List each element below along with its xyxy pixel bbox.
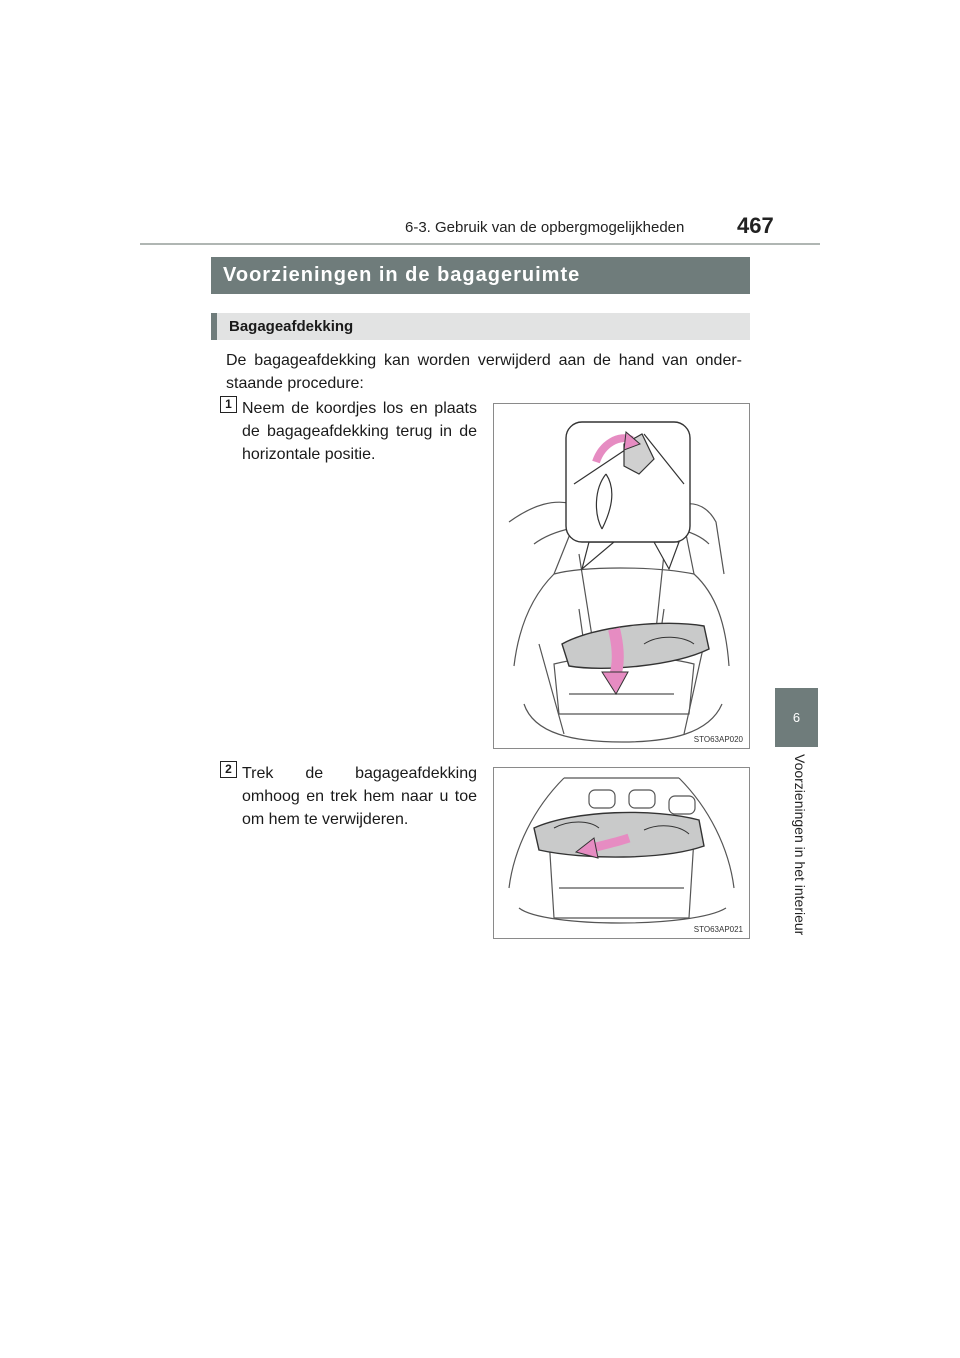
subsection-title: Bagageafdekking [211,313,750,340]
hatchback-open-illustration [494,404,749,748]
step-1-text: Neem de koordjes los en plaats de bagageafdekking terug in de horizontale positie. [242,400,477,463]
figure-1-code: STO63AP020 [693,735,743,744]
figure-step-2 [493,767,750,939]
figure-2-code: STO63AP021 [693,925,743,934]
section-title: Voorzieningen in de bagageruimte [211,257,750,294]
intro-paragraph: De bagageafdekking kan worden verwijderd aan de hand van onder-staande procedure: [226,352,742,392]
figure-step-1 [493,403,750,749]
step-2-text: Trek de bagageafdekking omhoog en trek hem naar u toe om hem te verwijderen. [242,765,477,828]
page-number: 467 [737,213,774,238]
step-2-badge: 2 [220,761,237,778]
step-1-badge: 1 [220,396,237,413]
chapter-tab: 6 [775,688,818,747]
header-divider [140,243,820,245]
section-header: 6-3. Gebruik van de opbergmogelijkheden [405,219,685,236]
chapter-label: Voorzieningen in het interieur [792,754,808,936]
cargo-cover-removal-illustration [494,768,749,938]
